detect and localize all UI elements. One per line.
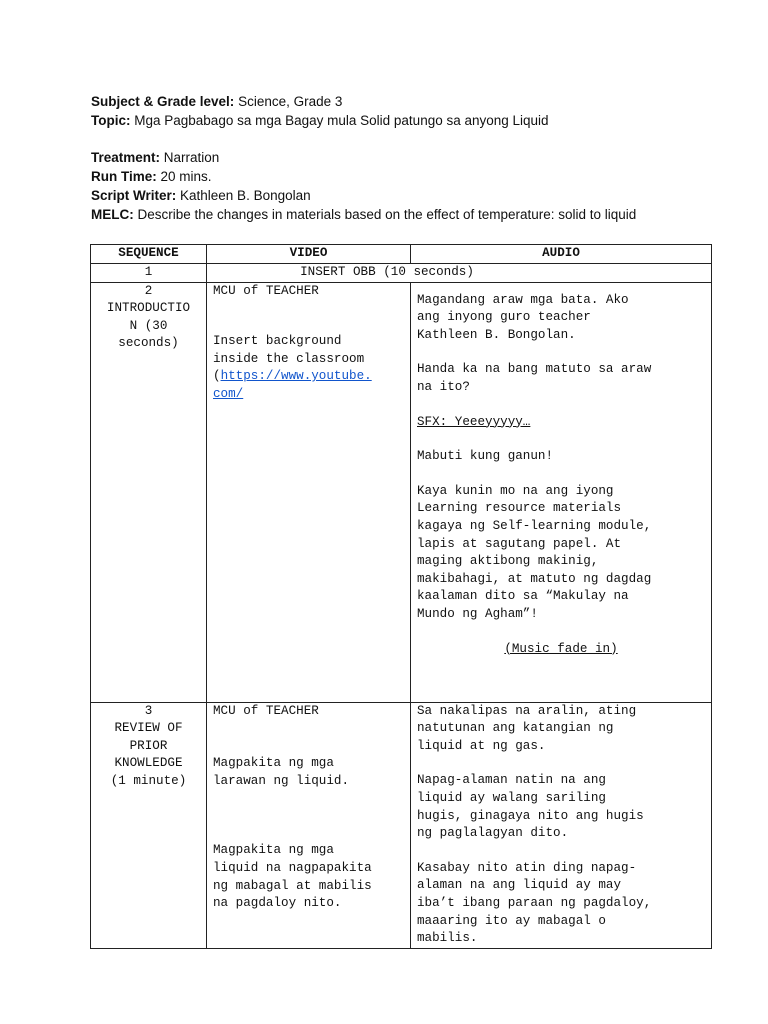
document-header <box>91 92 636 224</box>
table-row <box>91 702 712 948</box>
sequence-cell <box>91 282 207 702</box>
video-shot: MCU of TEACHER <box>213 703 319 718</box>
writer-label: Script Writer: <box>91 188 177 203</box>
audio-review: Sa nakalipas na aralin, ating natutunan ang katangian ng liquid at ng gas. <box>417 703 637 753</box>
topic-line <box>91 111 636 130</box>
merged-cell: INSERT OBB (10 seconds) <box>207 264 712 283</box>
audio-liquid-shape: Napag-alaman natin na ang liquid ay walang sariling hugis, ginagaya nito ang hugis ng paglalagyan dito. <box>417 773 644 841</box>
subject-label: Subject & Grade level: <box>91 94 235 109</box>
youtube-link[interactable]: https://www.youtube. com/ <box>213 369 372 401</box>
writer-line <box>91 186 636 205</box>
column-header-video: VIDEO <box>207 245 411 264</box>
sequence-cell <box>91 702 207 948</box>
audio-cell <box>411 702 712 948</box>
script-table <box>90 244 712 949</box>
audio-music-cue: (Music fade in) <box>504 641 618 656</box>
video-shot: MCU of TEACHER <box>213 283 319 298</box>
video-cell <box>207 702 411 948</box>
runtime-label: Run Time: <box>91 169 157 184</box>
sequence-label: INTRODUCTIO N (30 seconds) <box>106 301 191 351</box>
runtime-line <box>91 167 636 186</box>
audio-question: Handa ka na bang matuto sa araw na ito? <box>417 362 652 394</box>
treatment-line <box>91 148 636 167</box>
video-instruction: Magpakita ng mga larawan ng liquid. <box>213 756 350 788</box>
audio-sfx: SFX: Yeeeyyyyy… <box>417 414 531 429</box>
sequence-label: REVIEW OF PRIOR KNOWLEDGE (1 minute) <box>110 721 187 788</box>
writer-value: Kathleen B. Bongolan <box>176 188 311 203</box>
table-row <box>91 282 712 702</box>
audio-greeting: Magandang araw mga bata. Ako ang inyong guro teacher Kathleen B. Bongolan. <box>417 292 629 342</box>
table-row <box>91 264 712 283</box>
video-cell <box>207 282 411 702</box>
melc-label: MELC: <box>91 207 134 222</box>
video-instruction: Magpakita ng mga liquid na nagpapakita ng mabagal at mabilis na pagdaloy nito. <box>213 843 372 911</box>
topic-label: Topic: <box>91 113 131 128</box>
link-paren: ( <box>213 369 221 384</box>
sequence-cell: 1 <box>91 264 207 283</box>
column-header-audio: AUDIO <box>411 245 712 264</box>
column-header-sequence: SEQUENCE <box>91 245 207 264</box>
audio-cell <box>411 282 712 702</box>
runtime-value: 20 mins. <box>156 169 212 184</box>
melc-value: Describe the changes in materials based on the effect of temperature: solid to liquid <box>133 207 637 222</box>
sequence-number: 3 <box>144 703 153 718</box>
audio-liquid-flow: Kasabay nito atin ding napag- alaman na ang liquid ay may iba’t ibang paraan ng pagdaloy, maaaring ito ay mabagal o mabilis. <box>417 860 652 946</box>
melc-line <box>91 205 636 224</box>
audio-response: Mabuti kung ganun! <box>417 449 554 464</box>
treatment-value: Narration <box>160 150 220 165</box>
subject-line <box>91 92 636 111</box>
sequence-number: 2 <box>144 283 153 298</box>
audio-instructions: Kaya kunin mo na ang iyong Learning resource materials kagaya ng Self-learning module, lapis at sagutang papel. At maging aktibong makinig, makibahagi, at matuto ng dagdag kaalaman dito sa “Makulay na Mundo ng Agham”! <box>417 483 652 621</box>
treatment-label: Treatment: <box>91 150 161 165</box>
video-instruction: Insert background inside the classroom <box>213 334 365 366</box>
subject-value: Science, Grade 3 <box>234 94 343 109</box>
topic-value: Mga Pagbabago sa mga Bagay mula Solid patungo sa anyong Liquid <box>130 113 549 128</box>
table-header-row <box>91 245 712 264</box>
